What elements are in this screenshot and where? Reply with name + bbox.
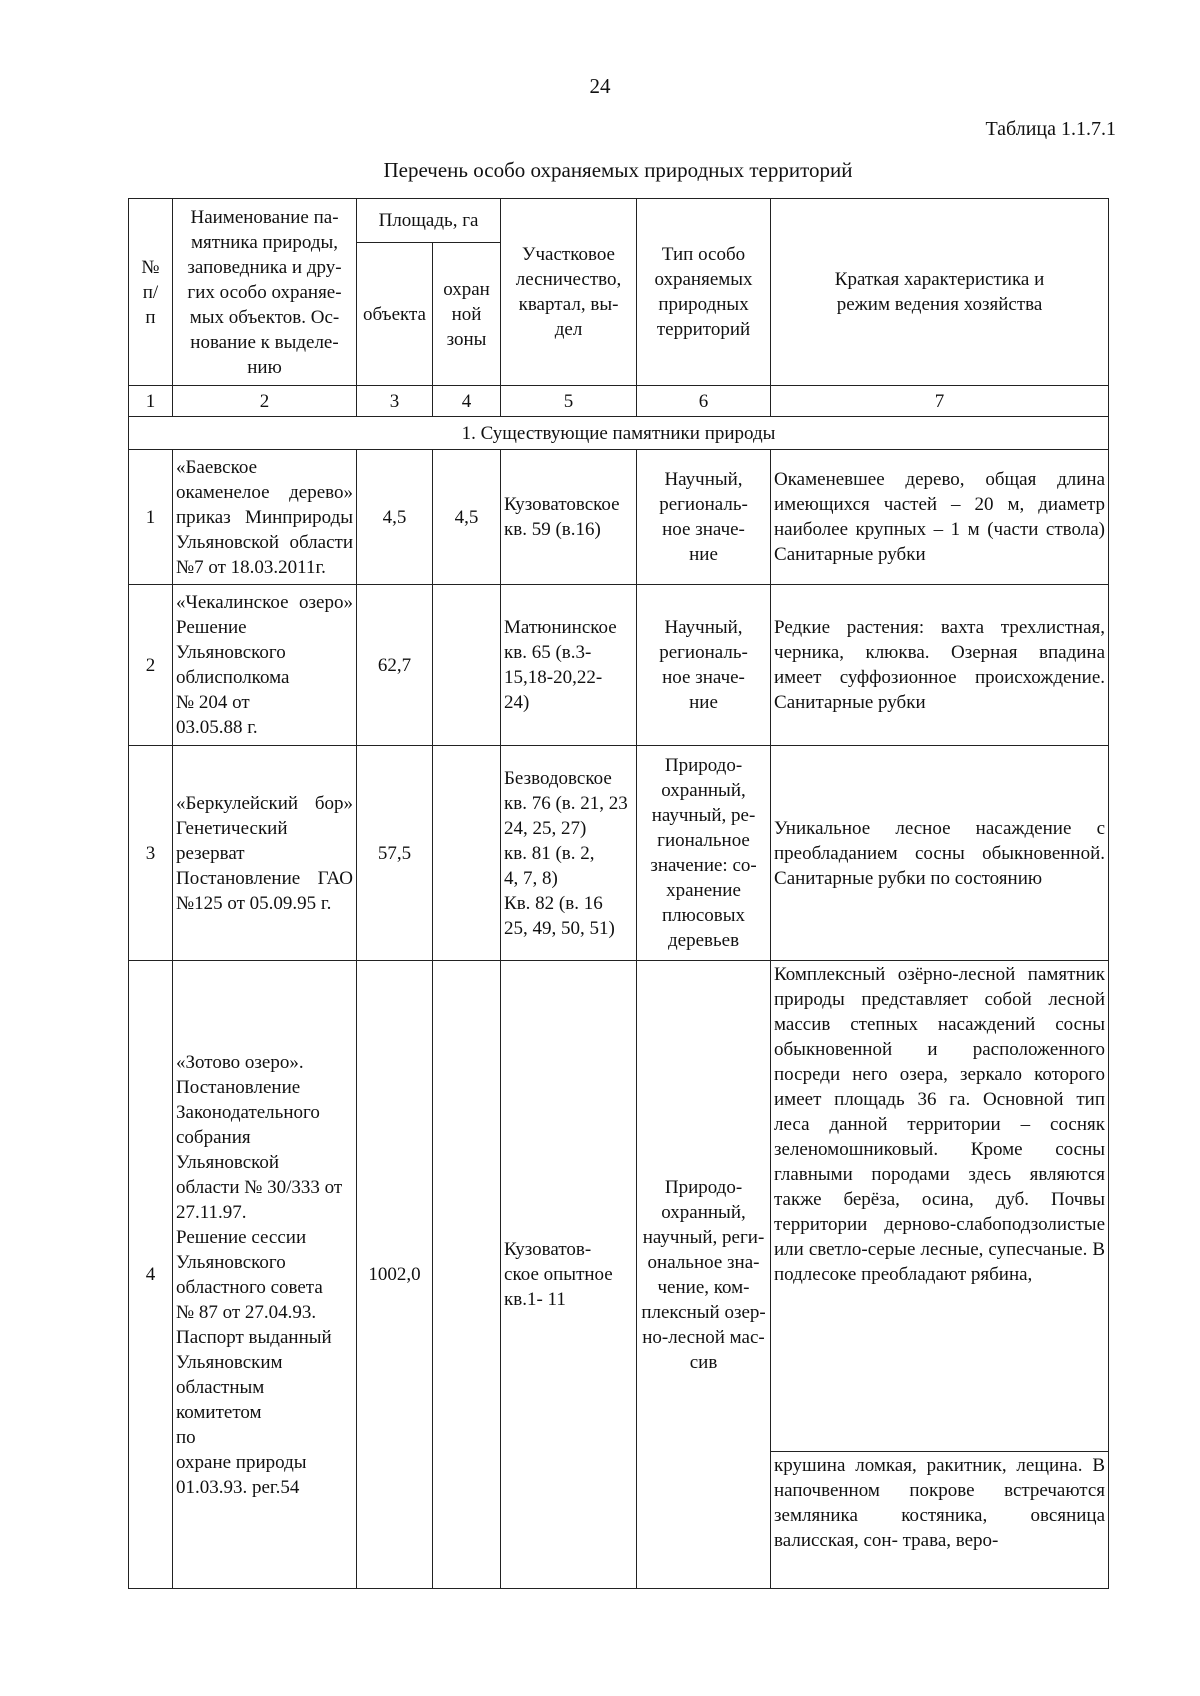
document-title: Перечень особо охраняемых природных территорий	[383, 158, 853, 182]
column-number: 2	[173, 386, 357, 417]
row-location: Безводовское кв. 76 (в. 21, 23 24, 25, 27) кв. 81 (в. 2, 4, 7, 8) Кв. 82 (в. 16 25, 49, 50, 51)	[501, 746, 637, 961]
row-description: Окаменевшее дерево, общая длина имеющихся частей – 20 м, диаметр наиболее крупных – 1 м (части ствола) Санитарные рубки	[771, 450, 1109, 585]
column-number: 1	[129, 386, 173, 417]
row-area-zone	[433, 585, 501, 746]
row-area-zone	[433, 961, 501, 1589]
row-location: Кузоватов- ское опытное кв.1- 11	[501, 961, 637, 1589]
row-area-object: 4,5	[357, 450, 433, 585]
protected-areas-table	[128, 198, 1109, 1589]
table-row	[129, 585, 1109, 746]
row-type: Научный, региональ- ное значе- ние	[637, 450, 771, 585]
header-description: Краткая характеристика и режим ведения хозяйства	[771, 199, 1109, 386]
column-number-row	[129, 386, 1109, 417]
page-number: 24	[589, 74, 611, 98]
column-number: 6	[637, 386, 771, 417]
table-row	[129, 746, 1109, 961]
row-type: Природо- охранный, научный, ре- гиональное значение: со- хранение плюсовых деревьев	[637, 746, 771, 961]
row-description: Редкие растения: вахта трехлистная, черника, клюква. Озерная впадина имеет суффозионное происхождение. Санитарные рубки	[771, 585, 1109, 746]
row-number: 2	[129, 585, 173, 746]
row-area-object: 1002,0	[357, 961, 433, 1589]
header-number: № п/ п	[129, 199, 173, 386]
row-name: «Зотово озеро». Постановление Законодательного собрания Ульяновской области № 30/333 от 27.11.97. Решение сессии Ульяновского областного совета № 87 от 27.04.93. Паспорт выданный Ульяновским областным комитетом по охране природы 01.03.93. рег.54	[173, 961, 357, 1589]
row-area-zone	[433, 746, 501, 961]
header-area: Площадь, га	[357, 199, 501, 243]
row-name: «Беркулейский бор» Генетический резерват Постановление ГАО №125 от 05.09.95 г.	[173, 746, 357, 961]
row-number: 4	[129, 961, 173, 1589]
row-type: Научный, региональ- ное значе- ние	[637, 585, 771, 746]
column-number: 7	[771, 386, 1109, 417]
section-title: 1. Существующие памятники природы	[129, 417, 1109, 450]
header-type: Тип особо охраняемых природных территорий	[637, 199, 771, 386]
row-number: 3	[129, 746, 173, 961]
header-location: Участковое лесничество, квартал, вы- дел	[501, 199, 637, 386]
row-number: 1	[129, 450, 173, 585]
header-area-object: объекта	[357, 243, 433, 386]
header-name: Наименование па- мятника природы, заповедника и дру- гих особо охраняе- мых объектов. Ос- нование к выделе- нию	[173, 199, 357, 386]
table-row	[129, 450, 1109, 585]
row-name: «Чекалинское озеро» Решение Ульяновского облисполкома № 204 от 03.05.88 г.	[173, 585, 357, 746]
row-area-object: 57,5	[357, 746, 433, 961]
row-description: Комплексный озёрно-лесной памятник природы представляет собой лесной массив степных насаждений сосны обыкновенной и расположенного посреди него озера, зеркало которого имеет площадь 36 га. Основной тип леса данной территории – сосняк зеленомошниковый. Кроме сосны главными породами здесь являются также берёза, осина, дуб. Почвы территории дерново-слабоподзолистые или светло-серые лесные, супесчаные. В подлесоке преобладают рябина,	[771, 961, 1109, 1452]
row-description: Уникальное лесное насаждение с преобладанием сосны обыкновенной. Санитарные рубки по состоянию	[771, 746, 1109, 961]
column-number: 3	[357, 386, 433, 417]
row-area-object: 62,7	[357, 585, 433, 746]
table-label: Таблица 1.1.7.1	[985, 118, 1116, 140]
header-area-zone: охран ной зоны	[433, 243, 501, 386]
row-description-continued: крушина ломкая, ракитник, лещина. В напочвенном покрове встречаются земляника костяника, овсяница валисская, сон- трава, веро-	[771, 1452, 1109, 1589]
row-location: Матюнинское кв. 65 (в.3- 15,18-20,22- 24)	[501, 585, 637, 746]
column-number: 5	[501, 386, 637, 417]
table-row	[129, 961, 1109, 1452]
row-area-zone: 4,5	[433, 450, 501, 585]
row-location: Кузоватовское кв. 59 (в.16)	[501, 450, 637, 585]
row-type: Природо- охранный, научный, реги- ональное зна- чение, ком- плексный озер- но-лесной мас- сив	[637, 961, 771, 1589]
row-name: «Баевское окаменелое дерево» приказ Минприроды Ульяновской области №7 от 18.03.2011г.	[173, 450, 357, 585]
column-number: 4	[433, 386, 501, 417]
